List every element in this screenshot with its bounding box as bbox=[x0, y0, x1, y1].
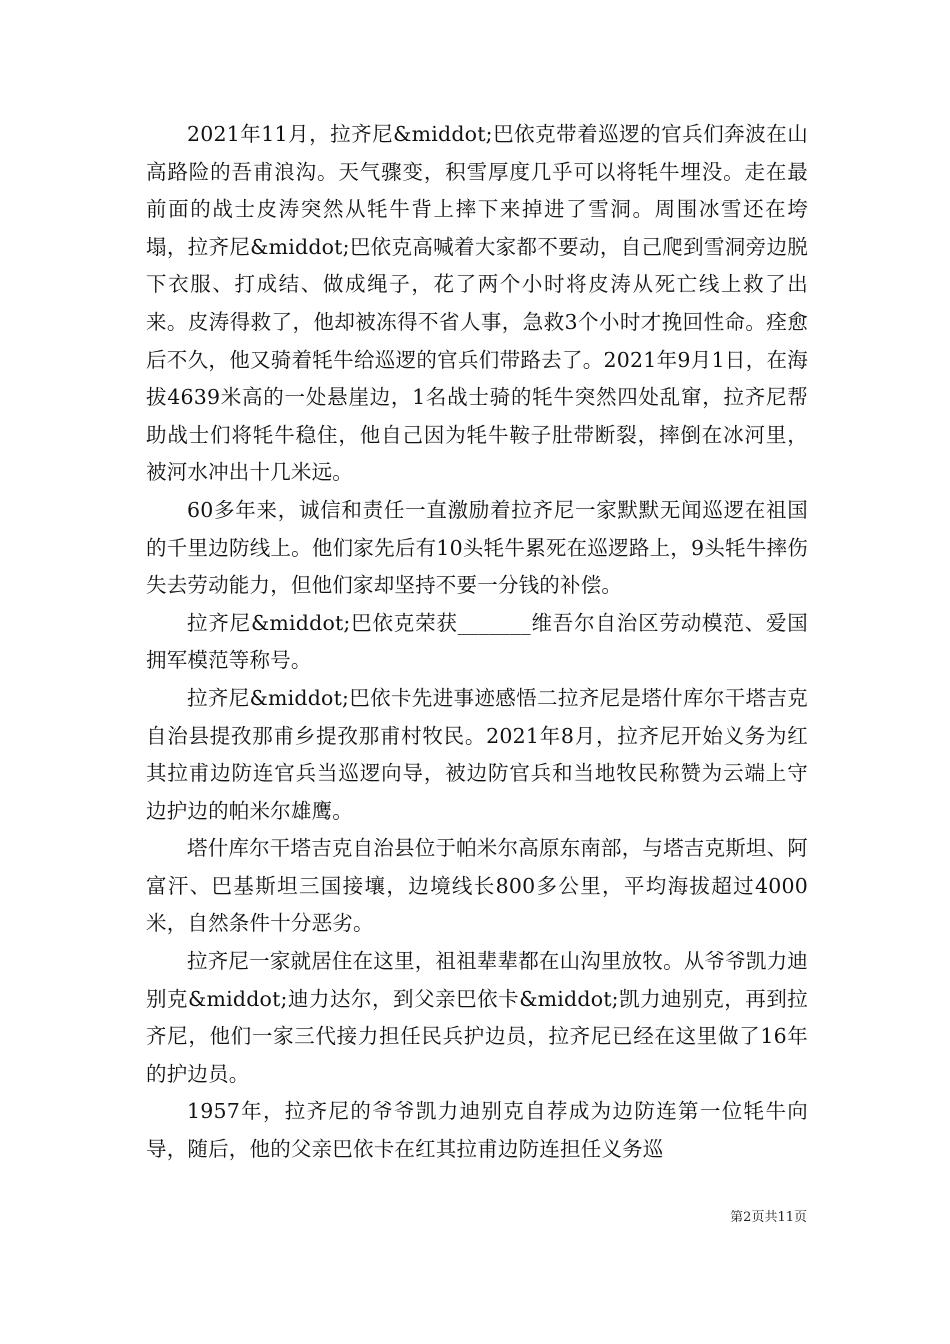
paragraph-4: 拉齐尼&middot;巴依卡先进事迹感悟二拉齐尼是塔什库尔干塔吉克自治县提孜那甫乡提孜那甫村牧民。2021年8月，拉齐尼开始义务为红其拉甫边防连官兵当巡逻向导，被边防官兵和当地牧民称赞为云端上守边护边的帕米尔雄鹰。 bbox=[146, 685, 808, 823]
paragraph-7: 1957年，拉齐尼的爷爷凯力迪别克自荐成为边防连第一位牦牛向导，随后，他的父亲巴依卡在红其拉甫边防连担任义务巡 bbox=[146, 1099, 808, 1162]
page-number-footer: 第2页共11页 bbox=[730, 1210, 807, 1225]
paragraph-5: 塔什库尔干塔吉克自治县位于帕米尔高原东南部，与塔吉克斯坦、阿富汗、巴基斯坦三国接壤，边境线长800多公里，平均海拔超过4000米，自然条件十分恶劣。 bbox=[146, 836, 808, 936]
paragraph-6: 拉齐尼一家就居住在这里，祖祖辈辈都在山沟里放牧。从爷爷凯力迪别克&middot;迪力达尔，到父亲巴依卡&middot;凯力迪别克，再到拉齐尼，他们一家三代接力担任民兵护边员，拉齐尼已经在这里做了16年的护边员。 bbox=[146, 949, 808, 1086]
paragraph-1: 2021年11月，拉齐尼&middot;巴依克带着巡逻的官兵们奔波在山高路险的吾甫浪沟。天气骤变，积雪厚度几乎可以将牦牛埋没。走在最前面的战士皮涛突然从牦牛背上摔下来掉进了雪洞。周围冰雪还在垮塌，拉齐尼&middot;巴依克高喊着大家都不要动，自己爬到雪洞旁边脱下衣服、打成结、做成绳子，花了两个小时将皮涛从死亡线上救了出来。皮涛得救了，他却被冻得不省人事，急救3个小时才挽回性命。痊愈后不久，他又骑着牦牛给巡逻的官兵们带路去了。2021年9月1日，在海拔4639米高的一处悬崖边，1名战士骑的牦牛突然四处乱窜，拉齐尼帮助战士们将牦牛稳住，他自己因为牦牛鞍子肚带断裂，摔倒在冰河里，被河水冲出十几米远。 bbox=[146, 122, 808, 485]
paragraph-2: 60多年来，诚信和责任一直激励着拉齐尼一家默默无闻巡逻在祖国的千里边防线上。他们家先后有10头牦牛累死在巡逻路上，9头牦牛摔伤失去劳动能力，但他们家却坚持不要一分钱的补偿。 bbox=[146, 497, 808, 598]
paragraph-3: 拉齐尼&middot;巴依克荣获_______维吾尔自治区劳动模范、爱国拥军模范等称号。 bbox=[146, 610, 808, 673]
document-body bbox=[146, 116, 808, 1169]
